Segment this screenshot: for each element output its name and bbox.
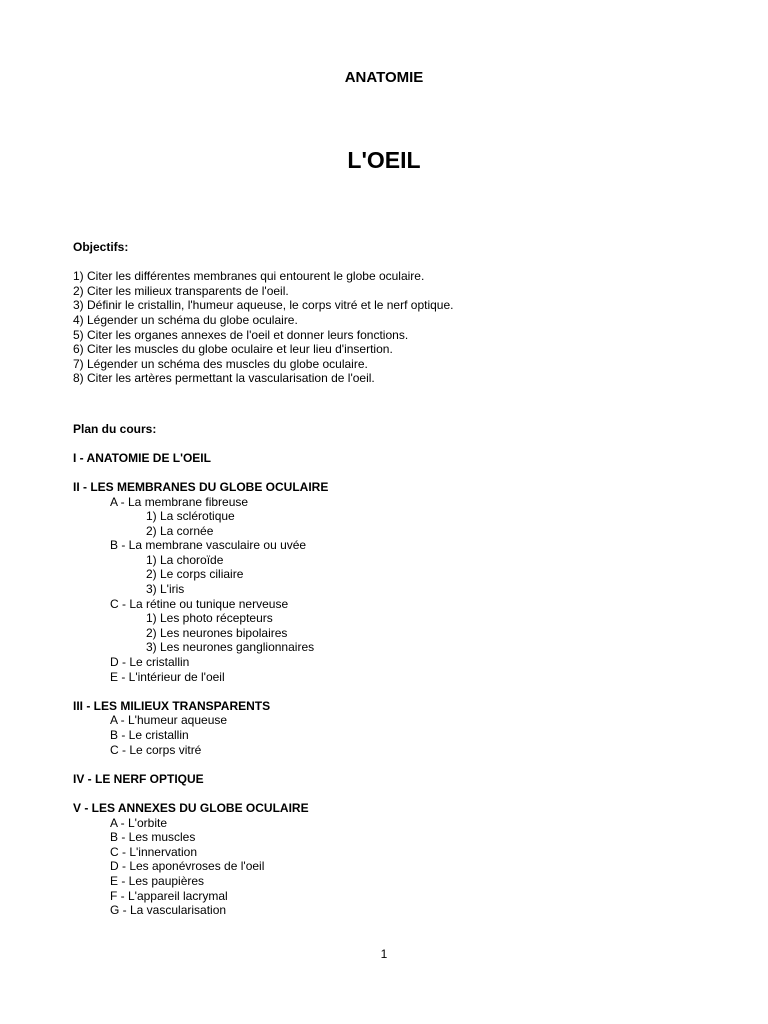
document-title: L'OEIL	[347, 147, 421, 173]
plan-subsection: E - L'intérieur de l'oeil	[110, 669, 225, 684]
plan-section	[73, 422, 733, 918]
objective-item: 1) Citer les différentes membranes qui entourent le globe oculaire.	[73, 269, 425, 284]
plan-item: 3) L'iris	[146, 582, 185, 597]
plan-subsection: B - La membrane vasculaire ou uvée	[110, 538, 307, 553]
document-body	[73, 240, 733, 918]
plan-subsection: C - L'innervation	[110, 844, 197, 859]
objective-item: 4) Légender un schéma du globe oculaire.	[73, 312, 298, 327]
objective-item: 6) Citer les muscles du globe oculaire et leur lieu d'insertion.	[73, 342, 393, 357]
plan-subsection: C - La rétine ou tunique nerveuse	[110, 596, 289, 611]
plan-item: 1) La sclérotique	[146, 509, 235, 524]
plan-heading: Plan du cours:	[73, 421, 157, 436]
plan-subsection: B - Les muscles	[110, 830, 196, 845]
plan-subsection: A - L'orbite	[110, 815, 167, 830]
objective-item: 5) Citer les organes annexes de l'oeil et donner leurs fonctions.	[73, 327, 409, 342]
plan-item: 2) La cornée	[146, 523, 214, 538]
plan-subsection: D - Les aponévroses de l'oeil	[110, 859, 265, 874]
document-subject: ANATOMIE	[344, 69, 424, 86]
objectives-section	[73, 240, 733, 386]
plan-section-title: I - ANATOMIE DE L'OEIL	[73, 450, 211, 465]
objective-item: 2) Citer les milieux transparents de l'oeil.	[73, 283, 289, 298]
plan-subsection: F - L'appareil lacrymal	[110, 888, 228, 903]
objectives-list	[73, 269, 733, 386]
plan-subsection: A - L'humeur aqueuse	[110, 713, 228, 728]
plan-section-title: II - LES MEMBRANES DU GLOBE OCULAIRE	[73, 479, 329, 494]
plan-subsection: C - Le corps vitré	[110, 742, 202, 757]
plan-item: 2) Les neurones bipolaires	[146, 625, 288, 640]
plan-item: 1) Les photo récepteurs	[146, 611, 273, 626]
plan-section-title: III - LES MILIEUX TRANSPARENTS	[73, 698, 271, 713]
plan-section-title: IV - LE NERF OPTIQUE	[73, 771, 204, 786]
plan-subsection: D - Le cristallin	[110, 655, 190, 670]
plan-subsection: B - Le cristallin	[110, 728, 189, 742]
plan-item: 3) Les neurones ganglionnaires	[146, 640, 315, 655]
objective-item: 3) Définir le cristallin, l'humeur aqueuse, le corps vitré et le nerf optique.	[73, 298, 454, 313]
objective-item: 8) Citer les artères permettant la vascularisation de l'oeil.	[73, 371, 375, 386]
plan-item: 2) Le corps ciliaire	[146, 567, 244, 582]
plan-item: 1) La choroïde	[146, 552, 224, 567]
objectives-heading: Objectifs:	[73, 240, 129, 254]
plan-subsection: E - Les paupières	[110, 873, 205, 888]
plan-subsection: G - La vascularisation	[110, 903, 227, 918]
objective-item: 7) Légender un schéma des muscles du globe oculaire.	[73, 356, 368, 371]
plan-section-title: V - LES ANNEXES DU GLOBE OCULAIRE	[73, 800, 309, 815]
page-number: 1	[380, 947, 388, 961]
plan-subsection: A - La membrane fibreuse	[110, 494, 249, 509]
